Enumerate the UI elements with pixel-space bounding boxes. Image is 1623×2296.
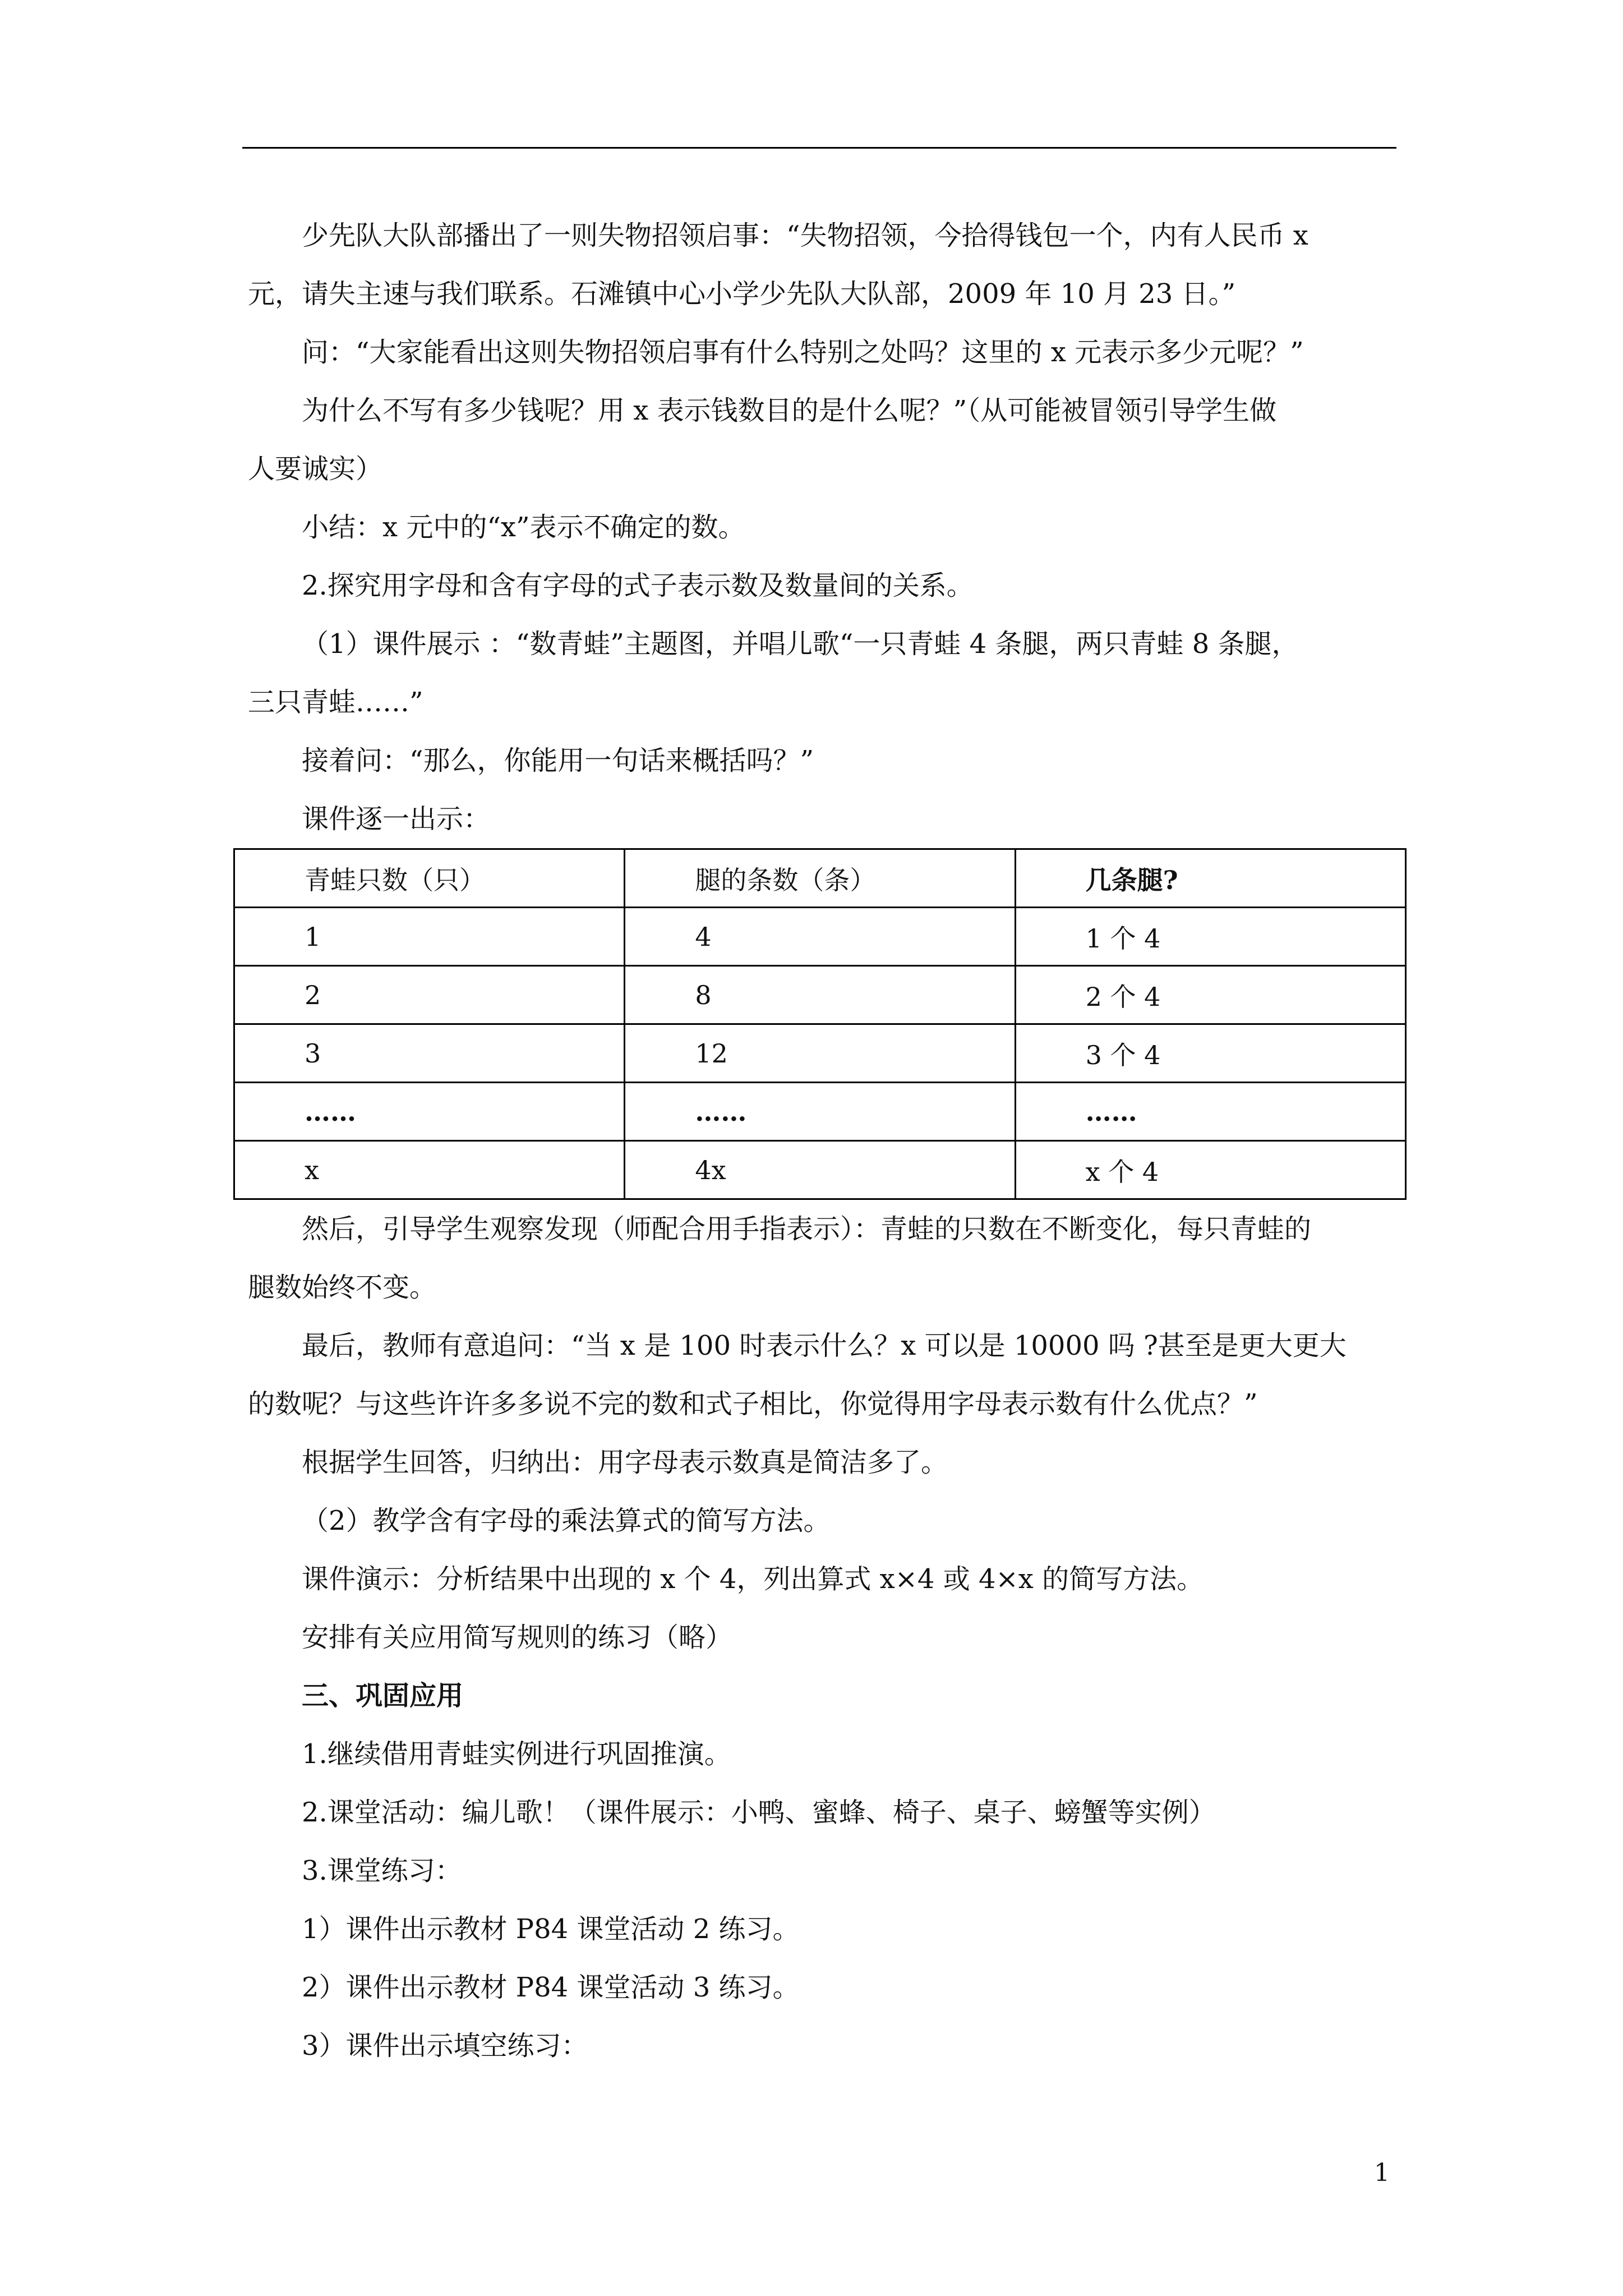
table-header-row [234,849,1406,908]
table-cell: 4 [625,908,1015,966]
paragraph-line: 小结：x 元中的“x”表示不确定的数。 [302,512,745,543]
table-cell: 2 [234,966,625,1024]
paragraph-line: 2）课件出示教材 P84 课堂活动 3 练习。 [302,1972,800,2003]
paragraph-line: 安排有关应用简写规则的练习（略） [302,1622,733,1653]
table-header-cell: 几条腿? [1015,849,1405,908]
table-cell: 8 [625,966,1015,1024]
paragraph-line: （2）教学含有字母的乘法算式的简写方法。 [302,1505,831,1536]
table-cell: …… [625,1083,1015,1141]
page-number: 1 [1374,2159,1390,2187]
paragraph-line: 的数呢？与这些许许多多说不完的数和式子相比，你觉得用字母表示数有什么优点？” [248,1388,1258,1420]
table-cell: 3 [234,1024,625,1083]
paragraph-line: 3.课堂练习： [302,1855,462,1887]
paragraph-line: 三只青蛙……” [248,687,423,718]
paragraph-line: 2.课堂活动：编儿歌！（课件展示：小鸭、蜜蜂、椅子、桌子、螃蟹等实例） [302,1797,1216,1828]
paragraph-line: 2.探究用字母和含有字母的式子表示数及数量间的关系。 [302,570,974,601]
table-cell: 4x [625,1141,1015,1199]
table-cell: x 个 4 [1015,1141,1405,1199]
table-row [234,966,1406,1024]
paragraph-line: 1）课件出示教材 P84 课堂活动 2 练习。 [302,1913,800,1945]
paragraph-line: 为什么不写有多少钱呢？用 x 表示钱数目的是什么呢？”（从可能被冒领引导学生做 [302,395,1277,426]
paragraph-line: （1）课件展示 ：“数青蛙”主题图，并唱儿歌“一只青蛙 4 条腿，两只青蛙 8 条腿， [302,628,1299,660]
paragraph-line: 课件逐一出示： [302,803,491,835]
paragraph-line: 元，请失主速与我们联系。石滩镇中心小学少先队大队部，2009 年 10 月 23 日。” [248,278,1236,310]
paragraph-line: 接着问：“那么，你能用一句话来概括吗？” [302,745,814,776]
table-row [234,1141,1406,1199]
paragraph-line: 根据学生回答，归纳出：用字母表示数真是简洁多了。 [302,1447,948,1478]
paragraph-line: 课件演示：分析结果中出现的 x 个 4，列出算式 x×4 或 4×x 的简写方法。 [302,1563,1204,1595]
table-cell: x [234,1141,625,1199]
paragraph-line: 问：“大家能看出这则失物招领启事有什么特别之处吗？这里的 x 元表示多少元呢？” [302,337,1304,368]
table-row [234,1083,1406,1141]
table-cell: 12 [625,1024,1015,1083]
paragraph-line: 最后，教师有意追问：“当 x 是 100 时表示什么？x 可以是 10000 吗 ?甚至是更大更大 [302,1330,1347,1361]
document-body [248,206,1398,2075]
frog-legs-table [233,848,1407,1200]
table-row [234,1024,1406,1083]
header-rule [242,147,1396,149]
paragraph-line: 人要诚实） [248,453,383,485]
paragraph-line: 3）课件出示填空练习： [302,2030,588,2062]
paragraph-line: 然后，引导学生观察发现（师配合用手指表示）：青蛙的只数在不断变化，每只青蛙的 [302,1213,1312,1245]
table-cell: 1 [234,908,625,966]
table-header-cell: 腿的条数（条） [625,849,1015,908]
table-header-cell: 青蛙只数（只） [234,849,625,908]
paragraph-line: 腿数始终不变。 [248,1272,437,1303]
table-cell: 2 个 4 [1015,966,1405,1024]
section-heading: 三、巩固应用 [302,1680,464,1711]
table-cell: …… [1015,1083,1405,1141]
table-cell: 3 个 4 [1015,1024,1405,1083]
table-cell: …… [234,1083,625,1141]
paragraph-line: 1.继续借用青蛙实例进行巩固推演。 [302,1738,731,1770]
paragraph-line: 少先队大队部播出了一则失物招领启事：“失物招领，今拾得钱包一个，内有人民币 x [302,220,1308,251]
table-cell: 1 个 4 [1015,908,1405,966]
table-row [234,908,1406,966]
